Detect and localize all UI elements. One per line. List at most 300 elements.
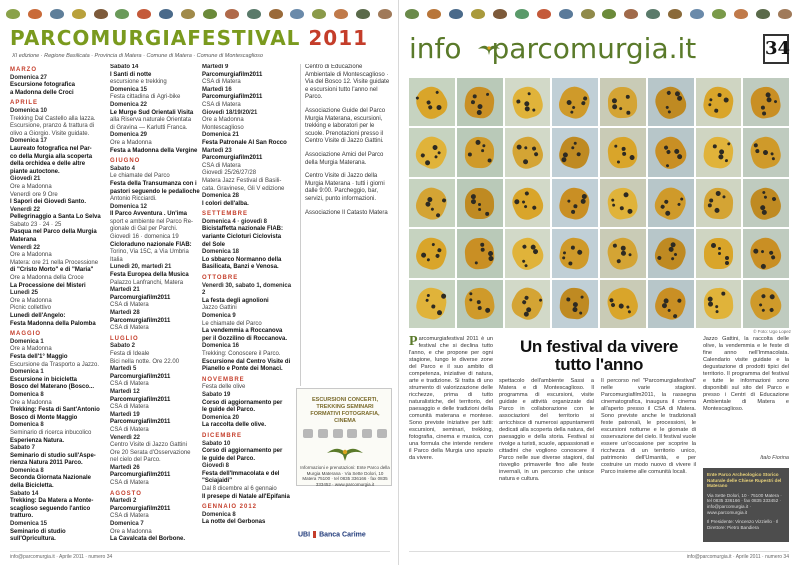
event-date: Sabato 10 bbox=[202, 440, 231, 447]
toad-photo bbox=[743, 128, 789, 176]
event-text: Ore a Madonna bbox=[10, 297, 52, 304]
event-text: Festa a Madonna della Vergine bbox=[110, 147, 198, 154]
event-text: Parcomurgiafilm2011 bbox=[110, 396, 171, 403]
event-date: Domenica 29 bbox=[110, 132, 148, 139]
event-text: "Sciajaidi" bbox=[202, 478, 233, 485]
event-text: CSA di Matera bbox=[110, 325, 149, 332]
event-text: Il presepe di Natale all'Epifania bbox=[202, 493, 290, 500]
toad-photo bbox=[552, 78, 598, 126]
article-column-4: Jazzo Gattini, la raccolta delle olive, la vendemmia e le feste di fine anno nell'Immacolata. Calendario visite guidate e la degustazione di prodotti tipici del territorio. Il programma del festival e tutte le informazioni sono disponibili sul sito del Parco e presso i Centri di Educazione Ambientale di Matera e Montescaglioso. bbox=[703, 336, 789, 412]
event-date: Martedì 16 bbox=[202, 86, 232, 93]
article-column-2: spettacolo dell'ambiente Sassi a Matera e di Montescaglioso. Il programma di escursioni, visite guidate e attività organizzate dal Parco in collaborazione con le associazioni del territorio si arricchisce di numerosi appuntamenti dedicati alla scoperta della natura, del paesaggio e della storia. Festival si rivolge a turisti, scuole, appassionati e cittadini che vogliono conoscere il Parco nelle sue diverse stagioni, dal risveglio primaverile fino alle feste invernali, in un percorso che unisce natura e cultura. bbox=[499, 378, 594, 482]
event-text: Le chiamate del Parco bbox=[110, 173, 170, 180]
event-date: Giovedì 8 bbox=[202, 463, 230, 470]
event-text: Matera: ore 21 nella Processione bbox=[10, 259, 99, 266]
toad-icon bbox=[608, 86, 638, 118]
toad-photo bbox=[505, 179, 551, 227]
event-date: Domenica 1 bbox=[10, 338, 44, 345]
event-text: La notte del Gerbonas bbox=[202, 519, 266, 526]
event-text: Picnic collettivo bbox=[10, 305, 52, 312]
photo-credit: © Foto: Ugo Lopez bbox=[753, 329, 791, 334]
sponsor-logo-icon bbox=[333, 429, 343, 438]
event-text: Centro Visite di Jazzo Gattini bbox=[110, 442, 187, 449]
event-text: Laureato fotografica nel Par- bbox=[10, 145, 92, 152]
event-text: Escursione fotografica bbox=[10, 82, 76, 89]
event-text: I Santi di notte bbox=[110, 71, 152, 78]
drop-cap: P bbox=[409, 336, 418, 349]
toad-photo bbox=[600, 128, 646, 176]
event-text: Parcomurgiafilm2011 bbox=[110, 419, 171, 426]
toad-icon bbox=[749, 84, 784, 120]
event-text: Ore a Madonna bbox=[10, 183, 52, 190]
toad-icon bbox=[412, 183, 451, 223]
toad-photo bbox=[696, 280, 742, 328]
event-text: CSA di Matera bbox=[110, 381, 149, 388]
event-text: CSA di Matera bbox=[202, 101, 241, 108]
month-heading: DICEMBRE bbox=[202, 432, 243, 439]
event-text: La raccolta delle olive. bbox=[202, 422, 267, 429]
event-text: Ore a Madonna bbox=[10, 252, 52, 259]
event-date: Domenica 15 bbox=[10, 521, 48, 528]
toad-icon bbox=[747, 184, 785, 223]
event-date: Martedì 23 bbox=[202, 147, 232, 154]
event-date: Domenica 15 bbox=[110, 86, 148, 93]
toad-icon bbox=[557, 185, 592, 222]
event-date: Venerdì 30, sabato 1, domenica 2 bbox=[202, 282, 292, 297]
toad-photo bbox=[552, 128, 598, 176]
event-text: Festa dell'1° Maggio bbox=[10, 353, 68, 360]
calendar-page bbox=[0, 0, 399, 565]
event-date: Giovedì 21 bbox=[10, 176, 41, 183]
event-text: Escursione da Trasporto a Jazzo. bbox=[10, 361, 100, 368]
event-text: Cicloraduno nazionale FIAB: bbox=[110, 241, 192, 248]
toad-photo bbox=[648, 280, 694, 328]
toad-photo bbox=[409, 280, 455, 328]
info-paragraph: Associazione Amici del Parco della Murgia Materana. bbox=[305, 151, 384, 166]
month-heading: MARZO bbox=[10, 67, 37, 73]
event-date: Venerdì 22 bbox=[110, 434, 141, 441]
month-heading: AGOSTO bbox=[110, 490, 142, 497]
toad-icon bbox=[557, 133, 594, 171]
masthead-logo bbox=[409, 32, 696, 66]
toad-photo bbox=[696, 229, 742, 277]
article-headline bbox=[499, 338, 699, 374]
event-text: Festa cittadina di Agri-bike bbox=[110, 94, 181, 101]
event-text: alla Riserva naturale Orientata bbox=[110, 117, 192, 124]
event-text: Esperienza Natura. bbox=[10, 437, 65, 444]
bank-divider bbox=[313, 531, 316, 538]
event-text: Parcomurgiafilm2011 bbox=[110, 472, 171, 479]
toad-icon bbox=[703, 187, 734, 220]
toad-icon bbox=[411, 81, 452, 122]
event-text: Trekking: Festa di Sant'Antonio bbox=[10, 407, 100, 414]
month-heading: NOVEMBRE bbox=[202, 376, 245, 383]
event-date: Sabato 4 bbox=[110, 165, 136, 172]
logo-info: info bbox=[409, 32, 462, 65]
event-text: Parcomurgiafilm2011 bbox=[202, 155, 263, 162]
author-signature: Italo Fiorina bbox=[760, 455, 789, 461]
event-text: CSA di Matera bbox=[202, 79, 241, 86]
event-text: Bicistaffetta nazionale FIAB: bbox=[202, 226, 284, 233]
event-date: Martedì 28 bbox=[110, 310, 140, 316]
event-date: Domenica 28 bbox=[202, 193, 240, 200]
festival-title-text: PARCOMURGIAFESTIVAL bbox=[10, 26, 301, 50]
event-text: Parcomurgiafilm2011 bbox=[202, 71, 263, 78]
article-column-1 bbox=[409, 336, 493, 546]
toad-icon bbox=[412, 132, 452, 173]
event-text: CSA di Matera bbox=[110, 480, 149, 487]
event-text: escursione e trekking bbox=[110, 79, 167, 86]
illustration-strip bbox=[405, 3, 792, 25]
event-date: Domenica 21 bbox=[202, 132, 240, 139]
event-text: CSA di Matera bbox=[110, 426, 149, 433]
event-text: Matera Jazz Festival di Basili- bbox=[202, 177, 282, 184]
sponsor-logo-icon bbox=[362, 429, 372, 438]
event-text: Bici nella notte. Ore 22.00 bbox=[110, 358, 180, 365]
event-date: Martedì 12 bbox=[110, 388, 140, 395]
month-heading: MAGGIO bbox=[10, 331, 41, 338]
toad-photo bbox=[457, 179, 503, 227]
month-heading: GIUGNO bbox=[110, 158, 141, 165]
event-text: Festa di Ideale bbox=[110, 350, 150, 357]
toad-photo bbox=[648, 179, 694, 227]
event-text: Torino, Via 15C, a Via Umbria bbox=[110, 249, 189, 256]
event-text: Antonio Ricciardi. bbox=[110, 196, 157, 203]
month-heading: LUGLIO bbox=[110, 335, 139, 342]
event-date: Sabato 7 bbox=[10, 445, 36, 452]
toad-photo bbox=[743, 179, 789, 227]
event-date: Domenica 1 bbox=[10, 369, 44, 376]
event-text: Giovedì 16 · domenica 19 bbox=[110, 234, 179, 241]
event-text: Parcomurgiafilm2011 bbox=[110, 505, 171, 512]
toad-photo bbox=[600, 179, 646, 227]
event-text: Trekking: Da Matera a Monte- bbox=[10, 498, 94, 505]
toad-photo bbox=[600, 78, 646, 126]
event-text: gionale di Gal per Parchi. bbox=[110, 226, 178, 233]
toad-icon bbox=[651, 183, 691, 224]
toad-photo bbox=[457, 78, 503, 126]
event-text: Montescaglioso bbox=[202, 124, 244, 131]
event-text: I Sapori dei Giovedì Santo. bbox=[10, 199, 87, 206]
event-text: di "Cristo Morto" e di "Maria" bbox=[10, 267, 94, 274]
toad-icon bbox=[652, 284, 690, 323]
event-text: Parcomurgiafilm2011 bbox=[202, 94, 263, 101]
event-text: Pellegrinaggio a Santa Lo Selva bbox=[10, 214, 101, 221]
event-text: piante autoctone. bbox=[10, 168, 60, 175]
event-text: Festa Patronale Al San Rocco bbox=[202, 139, 287, 146]
event-text: Bosco di Monte Maggio bbox=[10, 414, 78, 421]
toad-photo bbox=[743, 229, 789, 277]
event-text: le guide del Parco. bbox=[202, 407, 256, 414]
event-text: cata. Gravinese, Gli V edizione bbox=[202, 185, 285, 192]
event-date: Domenica 27 bbox=[10, 74, 48, 81]
article-column-3: Il percorso nel "Parcomurgiafestival" nelle varie stagioni. Parcomurgiafilm2011, la rassegna cinematografica, inaugura il cinema all'aperto presso il CSA di Matera. Sono previste anche le tradizionali feste patronali, le processioni, le escursioni notturne e le giornate di osservazione del cielo. Il festival vuole essere un'occasione per scoprire la ricchezza di un territorio unico, patrimonio dell'Umanità, e per costruire un modo nuovo di vivere il Parco insieme alle comunità locali. bbox=[601, 378, 696, 475]
toad-photo bbox=[696, 78, 742, 126]
event-date: Domenica 18 bbox=[202, 249, 240, 256]
festival-year: 2011 bbox=[308, 26, 369, 50]
event-text: del Sole bbox=[202, 241, 226, 248]
event-text: di Gravina — Karlutti Franca. bbox=[110, 124, 188, 131]
event-date: Domenica 4 · giovedì 8 bbox=[202, 218, 268, 225]
event-text: Giovedì 25/26/27/28 bbox=[202, 170, 257, 177]
event-text: La festa degli agnolioni bbox=[202, 297, 269, 304]
month-heading: GENNAIO 2012 bbox=[202, 504, 258, 511]
toad-icon bbox=[604, 285, 641, 323]
event-text: le guide del Parco. bbox=[202, 455, 256, 462]
event-date: Domenica 8 bbox=[10, 391, 44, 398]
toad-icon bbox=[413, 234, 450, 272]
article-page bbox=[399, 0, 798, 565]
toad-photo bbox=[696, 128, 742, 176]
toad-icon bbox=[465, 187, 495, 218]
event-text: Ore a Madonna della Croce bbox=[10, 275, 84, 282]
toad-photo bbox=[505, 78, 551, 126]
sponsor-logo-icon bbox=[303, 429, 313, 438]
event-text: Ore a Madonna bbox=[110, 528, 152, 535]
event-date: Domenica 10 bbox=[10, 107, 48, 114]
event-text: Sabato 23 · 24 · 25 bbox=[10, 221, 62, 228]
toad-photo bbox=[648, 128, 694, 176]
issue-number: 34 bbox=[763, 34, 789, 64]
event-text: Ore a Madonna bbox=[10, 399, 52, 406]
event-text: Parcomurgiafilm2011 bbox=[110, 373, 171, 380]
event-date: Martedì 21 bbox=[110, 287, 140, 294]
info-paragraph: Associazione Il Catasto Matera bbox=[305, 209, 388, 216]
ubi-logo: UBI bbox=[298, 531, 311, 539]
toad-photo bbox=[409, 229, 455, 277]
toad-icon bbox=[556, 82, 594, 121]
headline-line-2: tutto l'anno bbox=[554, 355, 644, 374]
event-text: Le Murge Sud Orientali Visita bbox=[110, 109, 194, 116]
panel-staff: Il Presidente: Vincenzo Vizziello · Il Direttore: Pietro Bandiera bbox=[707, 519, 779, 530]
month-heading: OTTOBRE bbox=[202, 275, 239, 282]
event-text: pastori seguendo le pedalioche bbox=[110, 188, 200, 195]
event-text: La Cavalcata del Borbone. bbox=[110, 536, 186, 543]
event-text: Materana bbox=[10, 237, 37, 244]
toad-photo bbox=[457, 128, 503, 176]
event-text: CSA di Matera bbox=[110, 404, 149, 411]
event-text: variante Cicloturi Ciclovista bbox=[202, 234, 282, 241]
toad-photo bbox=[409, 128, 455, 176]
event-text: Venerdì ore 9 Ore bbox=[10, 191, 58, 198]
event-date: Giovedì 18/19/20/21 bbox=[202, 109, 258, 116]
event-date: Domenica 8 bbox=[10, 422, 44, 429]
event-text: Corso di aggiornamento per bbox=[202, 399, 283, 406]
event-date: Sabato 19 bbox=[202, 391, 231, 398]
event-text: nel cielo del Parco. bbox=[110, 457, 161, 464]
event-text: co della Murgia alla scoperta bbox=[10, 153, 93, 160]
event-date: Martedì 9 bbox=[202, 64, 229, 70]
event-text: Ore a Madonna bbox=[10, 346, 52, 353]
event-text: a Madonna delle Croci bbox=[10, 89, 74, 96]
toad-icon bbox=[703, 287, 734, 320]
event-text: Basilicata, Banzi e Venosa. bbox=[202, 264, 279, 271]
event-date: Domenica 9 bbox=[202, 313, 236, 319]
toad-icon bbox=[508, 133, 546, 172]
event-text: Lo sbbarco Normanno della bbox=[202, 256, 282, 263]
toad-photo bbox=[743, 78, 789, 126]
panel-heading: Ente Parco Archeologico Storico Naturale delle Chiese Rupestri del Materano bbox=[707, 472, 782, 489]
event-text: Festa Europea della Musica bbox=[110, 272, 189, 279]
toad-icon bbox=[507, 283, 547, 324]
event-text: Trekking: Conoscere il Parco. bbox=[202, 350, 281, 357]
toad-photo bbox=[696, 179, 742, 227]
toad-photo bbox=[409, 179, 455, 227]
event-text: Seminario di studio sull'Aspe- bbox=[10, 452, 96, 459]
toad-icon bbox=[463, 85, 496, 119]
sponsor-logo-icon bbox=[318, 429, 328, 438]
event-date: Domenica 22 bbox=[110, 101, 148, 108]
calendar-column-3 bbox=[202, 64, 294, 544]
event-date: Lunedì 20, martedì 21 bbox=[110, 264, 172, 271]
logo-site: parcomurgia.it bbox=[491, 32, 697, 65]
event-text: La vendemmia a Roccanova bbox=[202, 328, 283, 335]
event-date: Domenica 20 bbox=[202, 414, 240, 421]
info-paragraph: Associazione Guide del Parco Murgia Materana, escursioni, trekking e laboratori per le scuole. Prenotazioni presso il Centro Visite di Jazzo Gattini. bbox=[305, 107, 386, 145]
toad-photo bbox=[600, 229, 646, 277]
toad-icon bbox=[650, 132, 691, 173]
panel-address: Via Sette Dolori, 10 · 75100 Matera · tel 0835 336166 · fax 0835 333452 · info@parcomurgia.it · www.parcomurgia.it bbox=[707, 492, 782, 515]
event-text: Palazzo Lanfranchi, Matera bbox=[110, 279, 184, 286]
toad-icon bbox=[559, 287, 591, 320]
toad-photo bbox=[600, 280, 646, 328]
month-heading: APRILE bbox=[10, 100, 39, 107]
festival-ad-box bbox=[296, 388, 392, 486]
calendar-column-1 bbox=[10, 64, 106, 544]
event-text: Dal 8 dicembre al 6 gennaio bbox=[202, 486, 277, 493]
toad-icon bbox=[702, 135, 735, 170]
event-date: Domenica 8 bbox=[202, 511, 236, 518]
toad-icon bbox=[464, 136, 495, 168]
event-text: I colori dell'alba. bbox=[202, 200, 249, 207]
swallow-logo-icon bbox=[325, 443, 365, 463]
article-text-1: arcomurgiafestival 2011 è un festival che si declina tutto l'anno, e che propone per ogni stagione, lungo le diverse zone del Parco e il suo ambito di competenza, iniziative di natura, arte e tradizione. Si tratta di uno strumento di valorizzazione delle ricchezze, prima di tutto naturalistiche, del territorio, del paesaggio e delle tradizioni della comunità materana e montese. Sono previste iniziative per tutti: escursioni, seminari, trekking, fotografia, cinema e musica, con una formula che intende rendere il Parco della Murgia uno spazio da vivere. bbox=[409, 336, 493, 461]
event-text: Trekking Dal Castello alla Iazza. bbox=[10, 115, 96, 122]
festival-subtitle: XI edizione · Regione Basilicata · Provincia di Matera · Comune di Matera · Comune di Montescaglioso bbox=[12, 53, 263, 59]
sponsor-logo-icon bbox=[377, 429, 387, 438]
event-text: Escursione, pranzo & trattura di bbox=[10, 123, 95, 130]
event-date: Venerdì 22 bbox=[10, 244, 41, 251]
toad-icon bbox=[607, 136, 639, 170]
swallow-logo-icon bbox=[477, 42, 501, 56]
illustration-strip bbox=[6, 3, 392, 25]
event-text: Festa dell'Immacolata e del bbox=[202, 470, 280, 477]
toad-photo bbox=[457, 280, 503, 328]
toad-photo bbox=[552, 179, 598, 227]
event-text: Pasqua nel Parco della Murgia bbox=[10, 229, 97, 236]
sponsor-logo-icon bbox=[347, 429, 357, 438]
event-text: Parcomurgiafilm2011 bbox=[110, 294, 171, 301]
bank-name: Banca Carime bbox=[319, 531, 366, 539]
event-text: Escursione in bicicletta bbox=[10, 376, 78, 383]
event-text: Festa della Transumanza con i bbox=[110, 180, 197, 187]
event-text: olivo a Giorgio. Visite guidate. bbox=[10, 130, 90, 137]
event-text: CSA di Matera bbox=[110, 513, 149, 520]
toad-photo bbox=[505, 280, 551, 328]
info-paragraph: Centro di Educazione Ambientale di Montescaglioso · Via del Bosco 12. Visite guidate e escursioni tutto l'anno nel Parco. bbox=[305, 64, 390, 101]
event-text: rienza Natura 2011 Parco. bbox=[10, 460, 83, 467]
event-date: Domenica 16 bbox=[202, 343, 240, 350]
toad-icon bbox=[414, 285, 450, 322]
event-text: Italia bbox=[110, 256, 123, 263]
event-text: La Processione dei Misteri bbox=[10, 282, 86, 289]
event-text: Jazzo Gattini bbox=[202, 305, 237, 312]
event-text: Festa Madonna della Palomba bbox=[10, 320, 96, 327]
event-date: Martedì 19 bbox=[110, 411, 140, 418]
event-text: Escursione dal Centro Visite di bbox=[202, 358, 291, 365]
event-text: per il Gozzilino di Roccanova. bbox=[202, 335, 288, 342]
toad-photo bbox=[648, 78, 694, 126]
event-text: Ore 20 Serata d'Osservazione bbox=[110, 449, 191, 456]
event-text: della Bicicletta. bbox=[10, 483, 54, 490]
event-text: Lunedì dell'Angelo: bbox=[10, 313, 66, 319]
toad-photo bbox=[743, 280, 789, 328]
toad-photo-grid bbox=[409, 78, 789, 328]
toad-icon bbox=[606, 185, 640, 221]
toad-icon bbox=[605, 235, 641, 272]
event-text: Il Parco Avventura . Un'ima bbox=[110, 211, 188, 218]
page-footer: info@parcomurgia.it · Aprile 2011 · numero 34 bbox=[10, 551, 390, 561]
event-text: Seconda Giornata Nazionale bbox=[10, 475, 92, 482]
toad-icon bbox=[508, 183, 547, 223]
ad-contact: Informazioni e prenotazioni: Ente Parco della Murgia Materana · Via Sette Dolori, 10 Matera 75100 · tel 0835 336166 · fax 0835 333452 · www.parcomurgia.it bbox=[300, 465, 390, 487]
event-text: Ore a Madonna bbox=[110, 139, 152, 146]
event-date: Domenica 8 bbox=[10, 467, 44, 474]
event-date: Martedì 5 bbox=[110, 366, 137, 373]
ad-text: ESCURSIONI CONCERTI, TREKKING SEMINARI FORMATIVI FOTOGRAFIA, CINEMA bbox=[310, 397, 380, 424]
toad-photo bbox=[552, 229, 598, 277]
festival-title bbox=[10, 26, 390, 52]
calendar-column-2 bbox=[110, 64, 206, 544]
newsletter-masthead bbox=[409, 32, 789, 68]
toad-icon bbox=[651, 82, 691, 122]
toad-photo bbox=[552, 280, 598, 328]
toad-photo bbox=[648, 229, 694, 277]
event-text: Seminario di studio bbox=[10, 528, 66, 535]
event-text: CSA di Matera bbox=[110, 302, 149, 309]
page-footer: info@parcomurgia.it · Aprile 2011 · numero 34 bbox=[409, 551, 789, 561]
info-column bbox=[300, 64, 390, 386]
event-text: CSA di Matera bbox=[202, 162, 241, 169]
event-date: Domenica 7 bbox=[110, 521, 144, 528]
event-text: Le chiamate del Parco bbox=[202, 320, 262, 327]
event-text: Festa delle olive bbox=[202, 384, 246, 391]
toad-photo bbox=[409, 78, 455, 126]
event-text: scaglioso seguendo l'antico bbox=[10, 505, 91, 512]
event-text: Seminario di ricerca inbucolico bbox=[10, 429, 92, 436]
event-date: Venerdì 22 bbox=[10, 206, 41, 213]
event-date: Martedì 26 bbox=[110, 464, 140, 471]
event-date: Domenica 12 bbox=[110, 203, 148, 210]
toad-icon bbox=[704, 238, 733, 269]
event-text: sull'Opricultura. bbox=[10, 536, 56, 543]
toad-photo bbox=[505, 229, 551, 277]
toad-icon bbox=[464, 237, 496, 270]
toad-icon bbox=[509, 83, 546, 121]
toad-icon bbox=[746, 283, 786, 324]
event-text: Bosco del Materano (Bosco... bbox=[10, 384, 95, 391]
event-date: Sabato 14 bbox=[110, 64, 139, 70]
event-text: Ore a Madonna bbox=[202, 117, 244, 124]
toad-photo bbox=[505, 128, 551, 176]
event-text: Parcomurgiafilm2011 bbox=[110, 317, 171, 324]
toad-icon bbox=[747, 233, 786, 273]
event-date: Sabato 14 bbox=[10, 490, 39, 497]
toad-icon bbox=[748, 134, 784, 171]
toad-icon bbox=[701, 84, 736, 120]
event-date: Sabato 2 bbox=[110, 343, 136, 350]
headline-line-1: Un festival da vivere bbox=[519, 337, 679, 356]
